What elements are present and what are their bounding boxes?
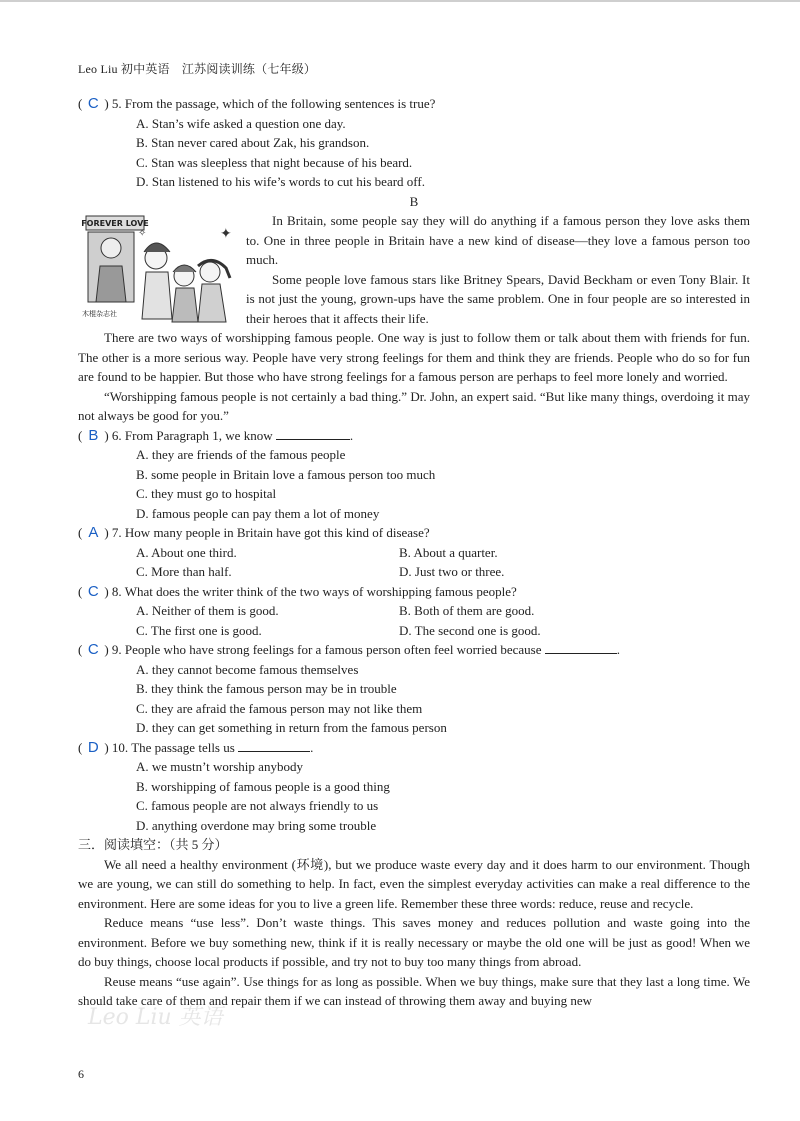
svg-text:✧: ✧: [138, 228, 147, 239]
answer-7: A: [88, 524, 99, 541]
section-3-title: 三．阅读填空：（共 5 分）: [78, 837, 228, 852]
q9-option-a: A. they cannot become famous themselves: [136, 661, 359, 677]
question-6-stem: ) 6. From Paragraph 1, we know: [104, 427, 273, 443]
q8-options-row-2: [78, 621, 750, 641]
q7-options-row-1: [78, 543, 750, 563]
question-7-stem: ) 7. How many people in Britain have got this kind of disease?: [104, 525, 430, 540]
q10-option-c: C. famous people are not always friendly to us: [136, 798, 379, 813]
q5-option-d: D. Stan listened to his wife’s words to cut his beard off.: [136, 174, 425, 189]
q8-options-row-1: [78, 601, 750, 621]
q5-option-a: A. Stan’s wife asked a question one day.: [136, 115, 346, 131]
q7-options-row-2: [78, 562, 750, 582]
q8-option-d: D. The second one is good.: [399, 622, 541, 638]
page-number: 6: [78, 1067, 84, 1081]
q7-option-b: B. About a quarter.: [399, 544, 498, 560]
question-8: ( C ) 8. What does the writer think of the two ways of worshipping famous people?: [78, 582, 517, 600]
q7-option-c: C. More than half.: [136, 564, 232, 579]
fans-cartoon-illustration: [78, 214, 238, 326]
page-header: Leo Liu 初中英语 江苏阅读训练（七年级）: [78, 62, 317, 76]
answer-8: C: [87, 582, 99, 600]
q6-option-d: D. famous people can pay them a lot of money: [136, 505, 380, 521]
q9-option-d: D. they can get something in return from the famous person: [136, 720, 447, 735]
q6-option-b: B. some people in Britain love a famous person too much: [136, 466, 436, 482]
q9-option-c: C. they are afraid the famous person may not like them: [136, 700, 423, 716]
passage-b-paragraph-3: There are two ways of worshipping famous people. One way is just to follow them or talk about them with friends for fun. The other is a more serious way. People have very strong feelings for them and think they are friends. People who do so for fun are found to be happier. But those who have strong feelings for a famous person are perhaps to feel more lonely and worried.: [78, 330, 750, 384]
q9-end: .: [616, 642, 621, 657]
q5-option-c: C. Stan was sleepless that night because of his beard.: [136, 154, 413, 170]
watermark-logo: Leo Liu 英语: [88, 1005, 223, 1030]
q8-option-a: A. Neither of them is good.: [136, 603, 279, 618]
top-border: [0, 0, 800, 2]
q9-option-b: B. they think the famous person may be in trouble: [136, 681, 397, 696]
q6-end: .: [349, 427, 354, 443]
q7-option-a: A. About one third.: [136, 544, 237, 560]
question-5-stem: ) 5. From the passage, which of the following sentences is true?: [104, 96, 436, 111]
section-3-paragraph-3: Reuse means “use again”. Use things for as long as possible. When we buy things, make sure that they last a long time. We should take care of them and repair them if we can instead of throwing them away and buying new: [78, 973, 750, 1008]
answer-5: C: [87, 95, 99, 112]
question-10: ( D ) 10. The passage tells us .: [78, 738, 314, 756]
q10-end: .: [310, 739, 314, 755]
section-3-paragraph-2: Reduce means “use less”. Don’t waste things. This saves money and reduces pollution and waste going into the environment. Before we buy something new, think if it is really necessary or maybe the old one will be just as good! When we do buy things, choose local products if possible, and try not to buy too many things from abroad.: [78, 915, 750, 969]
question-7: ( A ) 7. How many people in Britain have got this kind of disease?: [78, 524, 430, 541]
figure-sign-text: FOREVER LOVE: [81, 219, 149, 228]
page-content: [78, 94, 750, 1011]
q9-blank[interactable]: [545, 641, 617, 654]
q8-option-c: C. The first one is good.: [136, 622, 262, 638]
q5-option-b: B. Stan never cared about Zak, his grandson.: [136, 135, 370, 150]
q8-option-b: B. Both of them are good.: [399, 603, 535, 618]
svg-text:✦: ✦: [220, 226, 232, 242]
passage-b-paragraph-4: “Worshipping famous people is not certainly a bad thing.” Dr. John, an expert said. “But like many things, overdoing it may not always be good for you.”: [78, 388, 750, 423]
q6-option-c: C. they must go to hospital: [136, 486, 277, 501]
q7-option-d: D. Just two or three.: [399, 564, 505, 579]
question-10-stem: ) 10. The passage tells us: [104, 739, 235, 755]
section-3-paragraph-1: We all need a healthy environment (环境), but we produce waste every day and it does harm to our environment. Though we are young, we can still do something to help. In fact, even the simplest everyday activities can make a real difference to the environment. Here are some ideas for you to live a green life. Remember these three words: reduce, reuse and recycle.: [78, 856, 750, 911]
q6-blank[interactable]: [276, 427, 350, 440]
section-b-label: B: [409, 193, 419, 209]
figure-caption-text: 木棍杂志社: [82, 310, 117, 318]
q6-option-a: A. they are friends of the famous people: [136, 447, 346, 462]
answer-6: B: [88, 426, 99, 444]
q10-option-a: A. we mustn’t worship anybody: [136, 759, 303, 774]
q10-blank[interactable]: [238, 739, 310, 752]
question-5: ( C ) 5. From the passage, which of the following sentences is true?: [78, 95, 436, 112]
question-9-stem: ) 9. People who have strong feelings for a famous person often feel worried because: [104, 642, 542, 657]
section-b-intro: [78, 211, 750, 328]
passage-b-paragraph-2: Some people love famous stars like Britney Spears, David Beckham or even Tony Blair. It is not just the young, grown-ups have the same problem. One in four people are so interested in their heroes that it affects their life.: [246, 271, 750, 326]
passage-b-paragraph-1: In Britain, some people say they will do anything if a famous person they love asks them to. One in three people in Britain have a new kind of disease—they love a famous person too much.: [246, 213, 750, 267]
question-8-stem: ) 8. What does the writer think of the two ways of worshipping famous people?: [104, 583, 517, 599]
question-9: ( C ) 9. People who have strong feelings for a famous person often feel worried because .: [78, 641, 621, 658]
q10-option-d: D. anything overdone may bring some trouble: [136, 817, 377, 833]
question-6: ( B ) 6. From Paragraph 1, we know .: [78, 426, 354, 444]
q10-option-b: B. worshipping of famous people is a good thing: [136, 778, 390, 794]
answer-10: D: [87, 738, 99, 756]
answer-9: C: [87, 641, 99, 658]
